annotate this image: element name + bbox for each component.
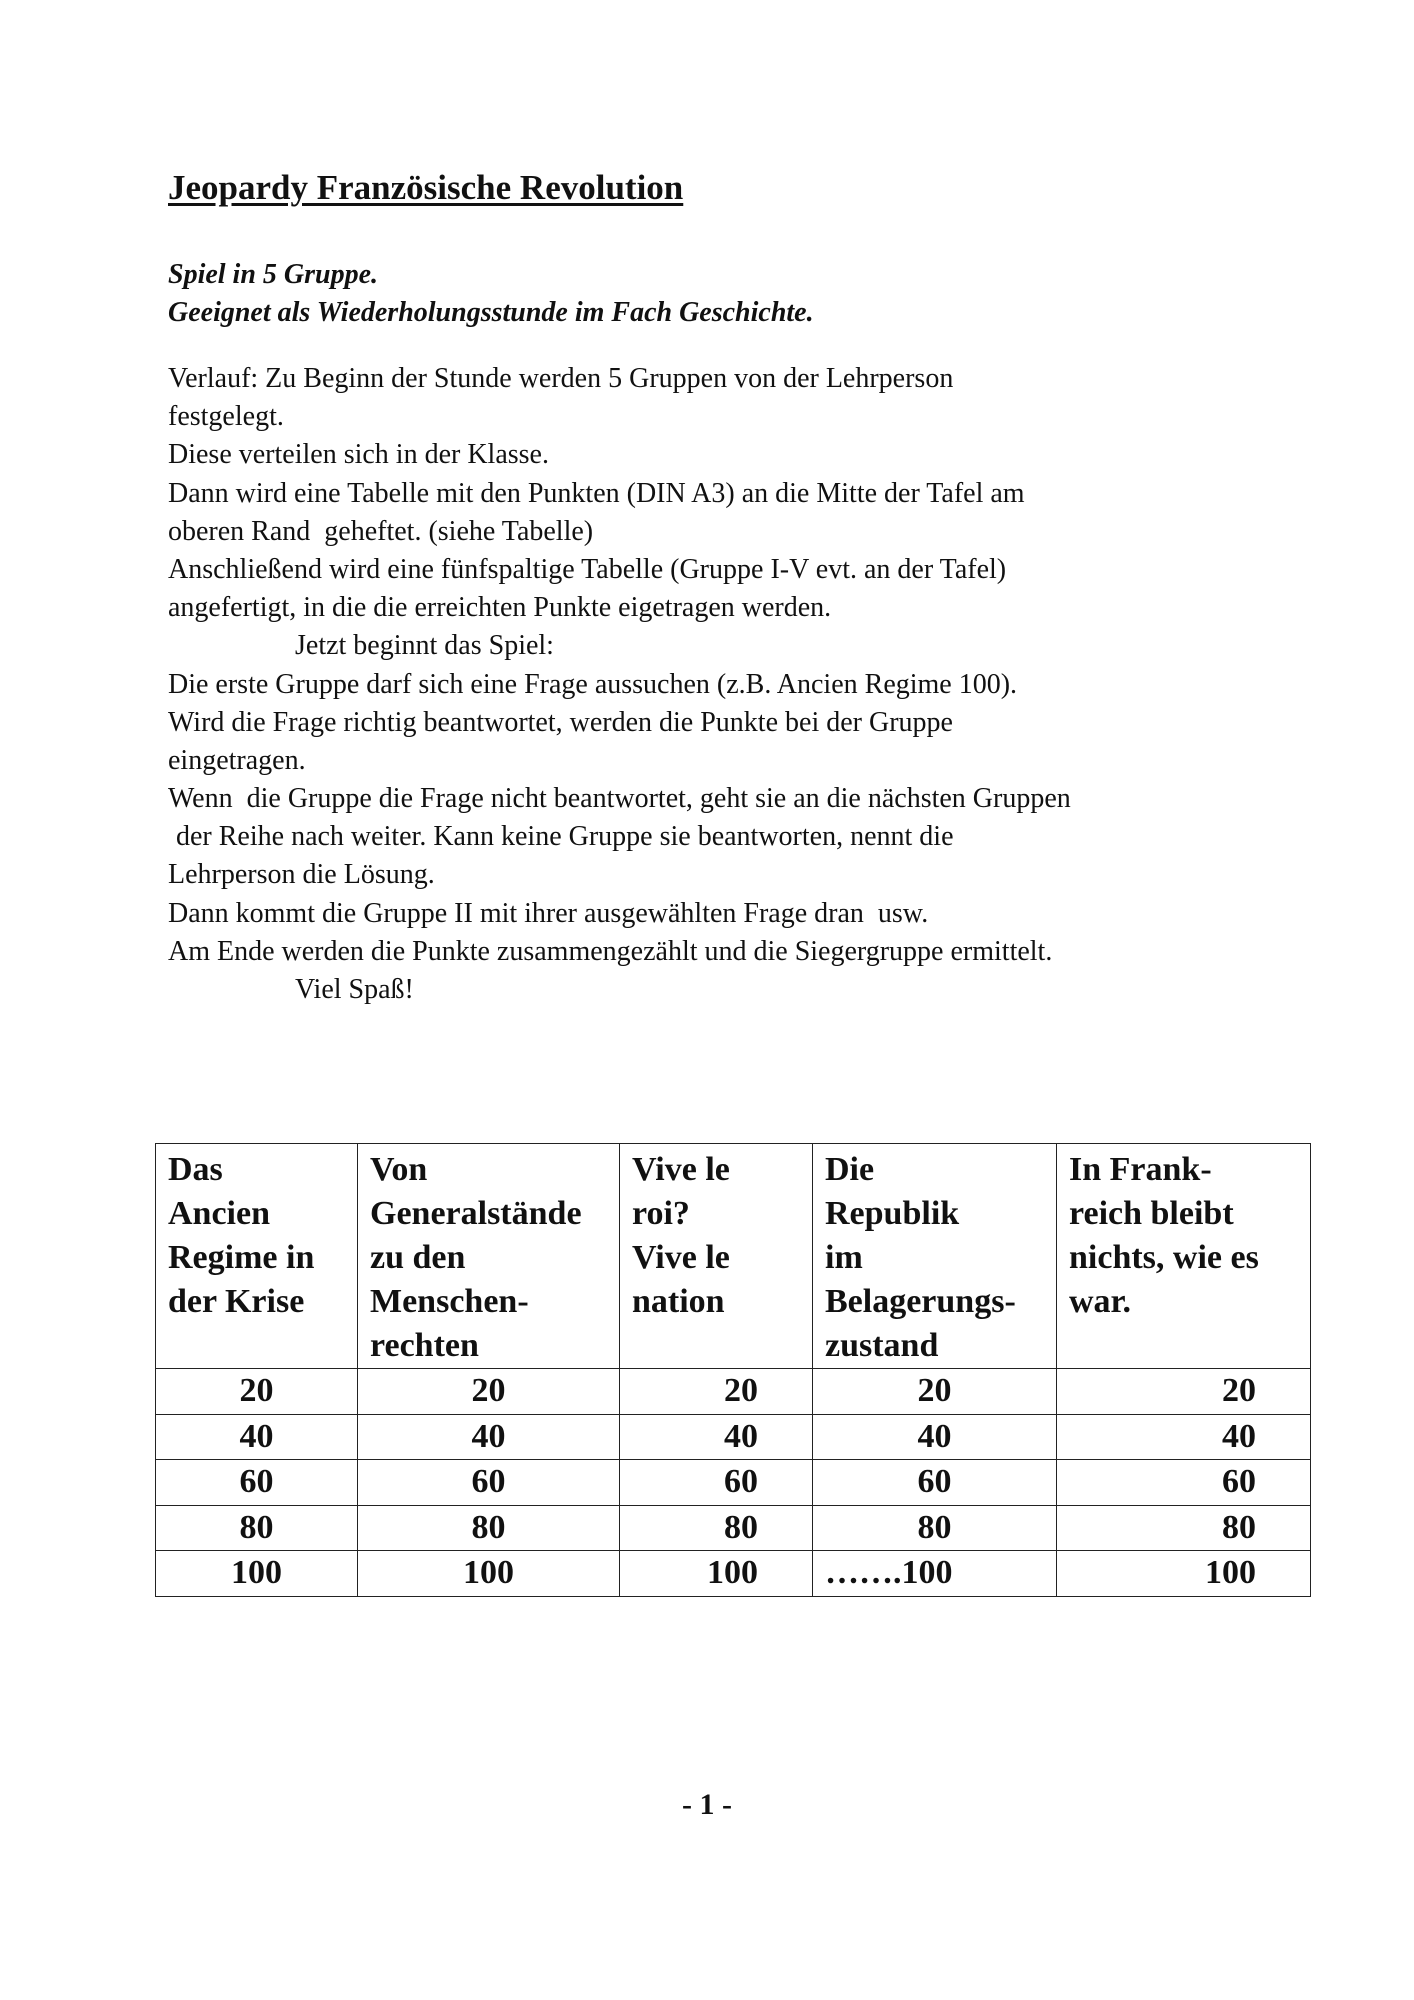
body-line: Verlauf: Zu Beginn der Stunde werden 5 Gruppen von der Lehrperson <box>168 363 954 394</box>
points-table <box>155 1143 1311 1597</box>
table-header-row <box>156 1144 1311 1369</box>
body-line: eingetragen. <box>168 744 306 776</box>
points-cell: 80 <box>358 1505 620 1551</box>
body-line: Anschließend wird eine fünfspaltige Tabelle (Gruppe I-V evt. an der Tafel) <box>168 553 1007 585</box>
points-cell: 60 <box>813 1460 1057 1506</box>
category-header-label: Von Generalstände zu den Menschen- rechten <box>370 1151 582 1364</box>
body-line: Wenn die Gruppe die Frage nicht beantwortet, geht sie an die nächsten Gruppen <box>168 783 1071 815</box>
points-cell: 20 <box>813 1369 1057 1415</box>
body-line: Am Ende werden die Punkte zusammengezählt und die Siegergruppe ermittelt. <box>168 935 1053 967</box>
category-header <box>1057 1144 1311 1369</box>
points-cell: 100 <box>358 1551 620 1597</box>
category-header <box>156 1144 358 1369</box>
category-header <box>813 1144 1057 1369</box>
points-cell: 80 <box>620 1505 813 1551</box>
table-row <box>156 1505 1311 1551</box>
body-line: Dann kommt die Gruppe II mit ihrer ausgewählten Frage dran usw. <box>168 897 929 929</box>
points-cell: …….100 <box>813 1551 1057 1597</box>
points-cell: 60 <box>156 1460 358 1506</box>
category-header-label: In Frank- reich bleibt nichts, wie es war. <box>1069 1151 1259 1320</box>
points-cell: 80 <box>1057 1505 1311 1551</box>
body-line: Wird die Frage richtig beantwortet, werden die Punkte bei der Gruppe <box>168 706 953 738</box>
body-line: Viel Spaß! <box>295 974 414 1005</box>
body-line: festgelegt. <box>168 401 284 433</box>
body-line: Lehrperson die Lösung. <box>168 859 435 891</box>
body-line: der Reihe nach weiter. Kann keine Gruppe sie beantworten, nennt die <box>176 821 954 853</box>
table-row <box>156 1460 1311 1506</box>
category-header <box>358 1144 620 1369</box>
category-header-label: Das Ancien Regime in der Krise <box>168 1151 315 1320</box>
body-line: Jetzt beginnt das Spiel: <box>295 630 554 662</box>
body-line: Die erste Gruppe darf sich eine Frage aussuchen (z.B. Ancien Regime 100). <box>168 668 1018 700</box>
instructions-text <box>168 360 1278 1009</box>
points-cell: 80 <box>156 1505 358 1551</box>
points-cell: 100 <box>1057 1551 1311 1597</box>
body-line: oberen Rand geheftet. (siehe Tabelle) <box>168 515 594 547</box>
table-row <box>156 1414 1311 1460</box>
points-cell: 60 <box>358 1460 620 1506</box>
points-cell: 20 <box>358 1369 620 1415</box>
points-cell: 20 <box>1057 1369 1311 1415</box>
table-row <box>156 1369 1311 1415</box>
subtitle-line: Geeignet als Wiederholungsstunde im Fach Geschichte. <box>168 297 814 328</box>
document-subtitle <box>168 256 814 332</box>
subtitle-line: Spiel in 5 Gruppe. <box>168 259 379 290</box>
points-cell: 40 <box>813 1414 1057 1460</box>
body-line: Dann wird eine Tabelle mit den Punkten (DIN A3) an die Mitte der Tafel am <box>168 477 1025 509</box>
points-cell: 40 <box>620 1414 813 1460</box>
body-line: Diese verteilen sich in der Klasse. <box>168 439 549 471</box>
points-cell: 40 <box>1057 1414 1311 1460</box>
points-cell: 60 <box>1057 1460 1311 1506</box>
category-header-label: Vive le roi? Vive le nation <box>632 1151 730 1320</box>
page-number: - 1 - <box>682 1788 732 1821</box>
points-cell: 40 <box>156 1414 358 1460</box>
points-cell: 60 <box>620 1460 813 1506</box>
document-title: Jeopardy Französische Revolution <box>168 168 684 207</box>
category-header-label: Die Republik im Belagerungs- zustand <box>825 1151 1016 1364</box>
points-cell: 40 <box>358 1414 620 1460</box>
table-row <box>156 1551 1311 1597</box>
body-line: angefertigt, in die die erreichten Punkte eigetragen werden. <box>168 592 832 624</box>
points-cell: 100 <box>620 1551 813 1597</box>
points-cell: 100 <box>156 1551 358 1597</box>
points-cell: 80 <box>813 1505 1057 1551</box>
category-header <box>620 1144 813 1369</box>
points-cell: 20 <box>620 1369 813 1415</box>
points-cell: 20 <box>156 1369 358 1415</box>
